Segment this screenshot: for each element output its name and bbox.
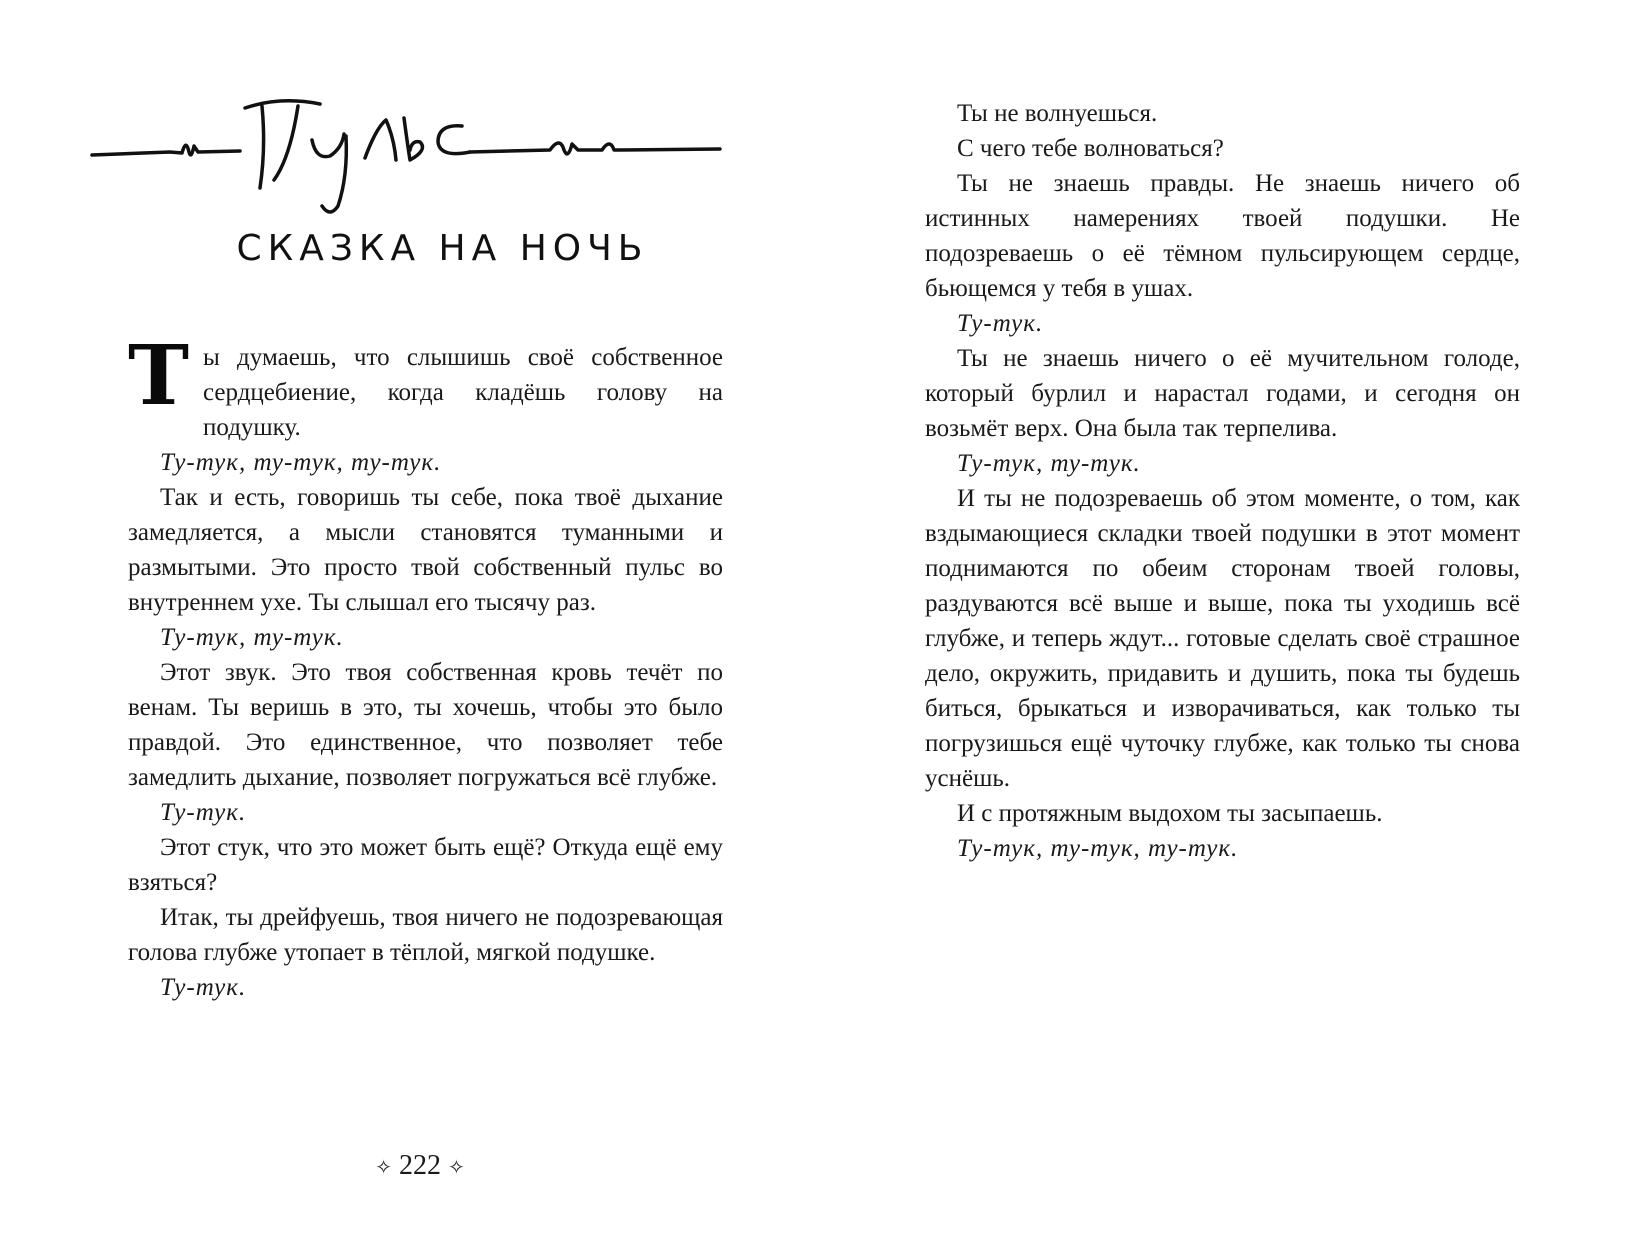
onomatopoeia-line [128, 970, 723, 1005]
story-subtitle: СКАЗКА НА НОЧЬ [236, 228, 649, 269]
paragraph-text: Этот стук, что это может быть ещё? Откуда ещё ему взяться? [128, 834, 723, 896]
paragraph-text: Ту-тук. [160, 974, 247, 1001]
paragraph [128, 655, 723, 795]
paragraph [925, 341, 1520, 446]
paragraph-text: Ту-тук. [957, 310, 1044, 337]
paragraph [925, 96, 1520, 131]
onomatopoeia-line [128, 445, 723, 480]
title-lettering-pulse [90, 78, 770, 228]
paragraph-text: Итак, ты дрейфуешь, твоя ничего не подозревающая голова глубже утопает в тёплой, мягкой подушке. [128, 904, 723, 966]
page-number [360, 1150, 480, 1182]
ornament-right-icon: ✧ [448, 1157, 465, 1180]
drop-cap: Т [128, 328, 190, 424]
story-title [90, 78, 770, 228]
onomatopoeia-line [925, 306, 1520, 341]
paragraph-text: Ту-тук, ту-тук. [160, 624, 344, 651]
paragraph [128, 830, 723, 900]
paragraph [925, 131, 1520, 166]
paragraph-text: Ту-тук, ту-тук, ту-тук. [160, 449, 442, 476]
paragraph-text: Ту-тук, ту-тук. [957, 450, 1141, 477]
paragraph-text: Ты не волнуешься. [957, 100, 1158, 127]
paragraph-text: Ты не знаешь ничего о её мучительном голоде, который бурлил и нарастал годами, и сегодня он возьмёт верх. Она была так терпелива. [925, 345, 1520, 442]
paragraph [128, 480, 723, 620]
right-page-text [925, 96, 1520, 866]
paragraph-text: Этот звук. Это твоя собственная кровь течёт по венам. Ты веришь в это, ты хочешь, чтобы это было правдой. Это единственное, что позволяет тебе замедлить дыхание, позволяет погружаться всё глубже. [128, 659, 723, 791]
paragraph [128, 328, 723, 445]
paragraph-text: Так и есть, говоришь ты себе, пока твоё дыхание замедляется, а мысли становятся туманными и размытыми. Это просто твой собственный пульс во внутреннем ухе. Ты слышал его тысячу раз. [128, 484, 723, 616]
onomatopoeia-line [128, 795, 723, 830]
ornament-left-icon: ✧ [375, 1157, 392, 1180]
paragraph [925, 796, 1520, 831]
page-number-value: 222 [399, 1150, 441, 1181]
onomatopoeia-line [925, 831, 1520, 866]
left-page-text [128, 328, 723, 1005]
paragraph-text: Ту-тук, ту-тук, ту-тук. [957, 835, 1239, 862]
paragraph-text: Ту-тук. [160, 799, 247, 826]
paragraph-text: ы думаешь, что слышишь своё собственное сердцебиение, когда кладёшь голову на подушку. [203, 344, 723, 441]
paragraph [925, 481, 1520, 796]
right-page [815, 0, 1630, 1252]
paragraph-text: С чего тебе волноваться? [957, 135, 1224, 162]
paragraph-text: И с протяжным выдохом ты засыпаешь. [957, 800, 1383, 827]
onomatopoeia-line [128, 620, 723, 655]
paragraph-text: Ты не знаешь правды. Не знаешь ничего об истинных намерениях твоей подушки. Не подозреваешь о её тёмном пульсирующем сердце, бьющемся у тебя в ушах. [925, 170, 1520, 302]
paragraph [128, 900, 723, 970]
onomatopoeia-line [925, 446, 1520, 481]
paragraph [925, 166, 1520, 306]
paragraph-text: И ты не подозреваешь об этом моменте, о том, как вздымающиеся складки твоей подушки в этот момент поднимаются по обеим сторонам твоей головы, раздуваются всё выше и выше, пока ты уходишь всё глубже, и теперь ждут... готовые сделать своё страшное дело, окружить, придавить и душить, пока ты будешь биться, брыкаться и изворачиваться, как только ты погрузишься ещё чуточку глубже, как только ты снова уснёшь. [925, 485, 1520, 792]
